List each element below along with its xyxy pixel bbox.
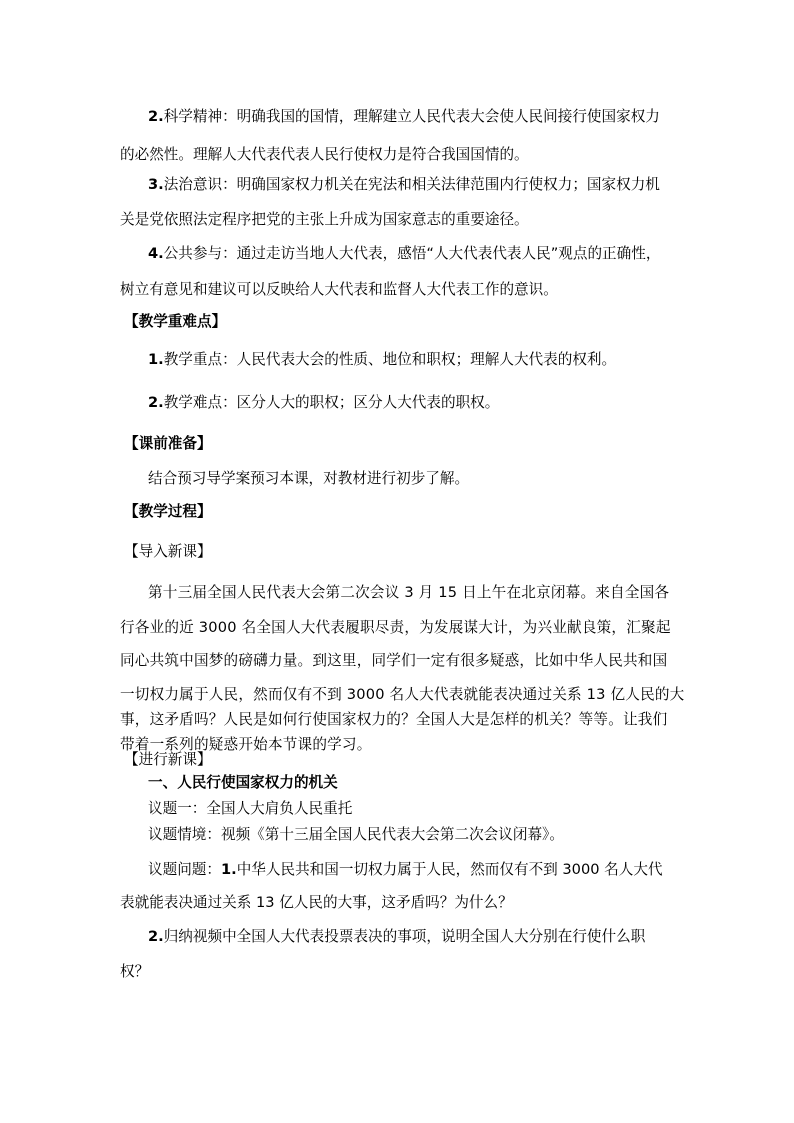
paragraph-science-line1 xyxy=(148,107,660,127)
intro-line-1: 第十三届全国人民代表大会第二次会议 3 月 15 日上午在北京闭幕。来自全国各 xyxy=(148,584,670,601)
topic-context: 议题情境：视频《第十三届全国人民代表大会第二次会议闭幕》。 xyxy=(148,826,564,843)
heading-introduction: 【导入新课】 xyxy=(124,543,212,560)
intro-line-6: 带着一系列的疑惑开始本节课的学习。 xyxy=(120,736,372,753)
question-text: 归纳视频中全国人大代表投票表决的事项，说明全国人大分别在行使什么职 xyxy=(163,928,646,945)
topic-question-1-line2: 表就能表决通过关系 13 亿人民的大事，这矛盾吗？为什么？ xyxy=(120,894,513,911)
intro-line-2: 行各业的近 3000 名全国人大代表履职尽责，为发展谋大计，为兴业献良策，汇聚起 xyxy=(120,619,671,636)
item-number: 1. xyxy=(148,351,164,368)
key-point-text: 教学难点：区分人大的职权；区分人大代表的职权。 xyxy=(163,394,500,411)
item-number: 3. xyxy=(148,176,164,193)
paragraph-participation-line2: 树立有意见和建议可以反映给人大代表和监督人大代表工作的意识。 xyxy=(120,281,558,298)
section-heading-1: 一、人民行使国家权力的机关 xyxy=(148,774,338,791)
topic-question-2-line1 xyxy=(148,927,645,947)
item-number: 2. xyxy=(148,394,164,411)
question-text: 中华人民共和国一切权力属于人民，然而仅有不到 3000 名人大代 xyxy=(236,861,663,878)
heading-new-lesson: 【进行新课】 xyxy=(124,751,212,768)
topic-1: 议题一：全国人大肩负人民重托 xyxy=(148,800,353,817)
preparation-text: 结合预习导学案预习本课，对教材进行初步了解。 xyxy=(148,470,470,487)
heading-teaching-process: 【教学过程】 xyxy=(124,503,212,520)
intro-line-5: 事，这矛盾吗？人民是如何行使国家权力的？全国人大是怎样的机关？等等。让我们 xyxy=(120,711,668,728)
item-number: 2. xyxy=(148,928,164,945)
item-number: 2. xyxy=(148,108,164,125)
key-point-2 xyxy=(148,393,499,413)
paragraph-text: 公共参与：通过走访当地人大代表，感悟“人大代表代表人民”观点的正确性， xyxy=(163,245,661,262)
paragraph-science-line2: 的必然性。理解人大代表代表人民行使权力是符合我国国情的。 xyxy=(120,146,529,163)
intro-line-3: 同心共筑中国梦的磅礴力量。到这里，同学们一定有很多疑惑，比如中华人民共和国 xyxy=(120,652,668,669)
topic-question-1-line1 xyxy=(148,860,663,880)
paragraph-text: 法治意识：明确国家权力机关在宪法和相关法律范围内行使权力；国家权力机 xyxy=(163,176,660,193)
item-number: 4. xyxy=(148,245,164,262)
paragraph-law-line2: 关是党依照法定程序把党的主张上升成为国家意志的重要途径。 xyxy=(120,211,529,228)
heading-preparation: 【课前准备】 xyxy=(124,435,212,452)
key-point-text: 教学重点：人民代表大会的性质、地位和职权；理解人大代表的权利。 xyxy=(163,351,617,368)
key-point-1 xyxy=(148,350,616,370)
paragraph-text: 科学精神：明确我国的国情，理解建立人民代表大会使人民间接行使国家权力 xyxy=(163,108,660,125)
question-label: 议题问题： xyxy=(148,861,221,878)
topic-question-2-line2: 权？ xyxy=(120,963,150,980)
paragraph-participation-line1 xyxy=(148,244,660,264)
item-number: 1. xyxy=(220,861,237,878)
paragraph-law-line1 xyxy=(148,175,660,195)
heading-key-points: 【教学重难点】 xyxy=(124,313,227,330)
intro-line-4: 一切权力属于人民，然而仅有不到 3000 名人大代表就能表决通过关系 13 亿人民的大 xyxy=(120,686,685,703)
